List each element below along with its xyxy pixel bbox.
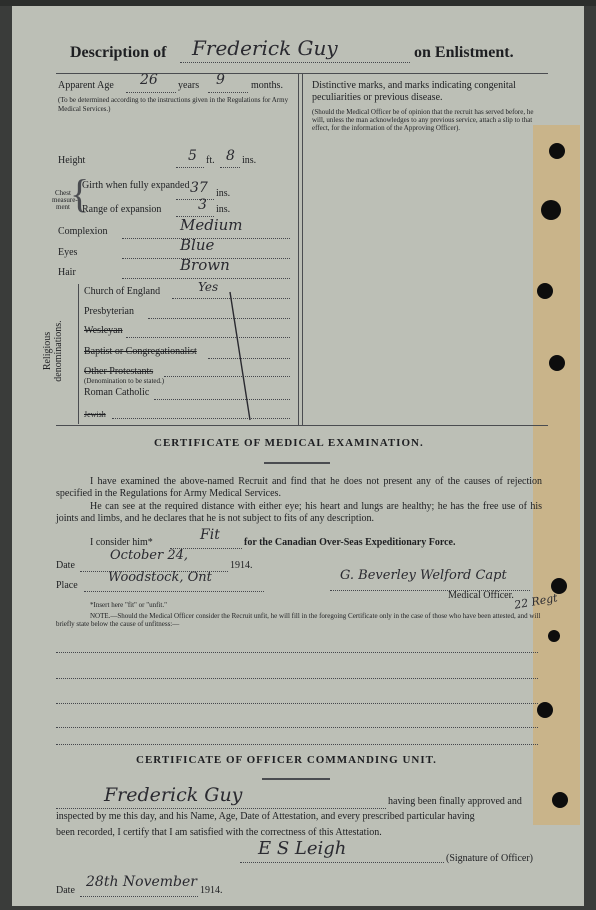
commanding-line2: inspected by me this day, and his Name, Age, Date of Attestation, and every prescribed particular having [56, 811, 475, 822]
commanding-date-value: 28th November [86, 874, 197, 890]
hair-label: Hair [58, 267, 76, 278]
ins-label: ins. [242, 155, 257, 166]
commanding-name-value: Frederick Guy [104, 784, 243, 806]
consider-label: I consider him* [90, 537, 153, 548]
roman-catholic-label: Roman Catholic [84, 387, 150, 398]
header-suffix: on Enlistment. [414, 44, 514, 61]
range-unit: ins. [216, 204, 231, 215]
age-label: Apparent Age [58, 80, 114, 91]
force-label: for the Canadian Over-Seas Expeditionary Force. [244, 537, 456, 548]
unfit-note: NOTE.—Should the Medical Officer consider the Recruit unfit, he will fill in the foregoing Certificate only in the case of those who have been attested, and will briefly state below the cause of unfitness:— [56, 612, 541, 628]
height-ft: 5 [188, 148, 197, 164]
height-in: 8 [226, 148, 235, 164]
range-value: 3 [198, 197, 207, 213]
months-label: months. [251, 80, 283, 91]
girth-value: 37 [190, 180, 208, 196]
other-protestants-note: (Denomination to be stated.) [84, 377, 165, 385]
range-label: Range of expansion [82, 204, 162, 215]
commanding-line1: having been finally approved and [388, 796, 522, 807]
presbyterian-label: Presbyterian [84, 306, 134, 317]
eyes-label: Eyes [58, 247, 78, 258]
unfitness-line [56, 703, 538, 704]
medical-year: 1914. [230, 560, 253, 571]
girth-label: Girth when fully expanded [82, 180, 190, 191]
medical-para2: He can see at the required distance with either eye; his heart and lungs are healthy; he has the free use of his joints and limbs, and he declares that he is not subject to fits of any description. [56, 501, 542, 524]
medical-date-label: Date [56, 560, 75, 571]
eyes-value: Blue [180, 236, 215, 254]
unfitness-line [56, 744, 538, 745]
age-years: 26 [140, 72, 158, 88]
commanding-signature-value: E S Leigh [258, 838, 347, 859]
marks-note: (Should the Medical Officer be of opinion that the recruit has served before, he will, unless the man acknowledges to any previous service, attach a slip to that effect, for the information of the Approving Officer). [312, 108, 534, 132]
age-note: (To be determined according to the instructions given in the Regulations for Army Medical Services.) [58, 96, 289, 113]
baptist-label: Baptist or Congregationalist [84, 346, 197, 357]
girth-unit: ins. [216, 188, 231, 199]
medical-officer-label: Medical Officer. [448, 590, 514, 601]
consider-value: Fit [200, 527, 220, 543]
complexion-label: Complexion [58, 226, 108, 237]
age-months: 9 [216, 72, 225, 88]
unfitness-line [56, 652, 538, 653]
church-england-label: Church of England [84, 286, 161, 297]
hair-value: Brown [180, 256, 230, 274]
chest-bracket: { [70, 171, 90, 216]
chest-label: Chest measure-ment [52, 189, 78, 211]
medical-para1: I have examined the above-named Recruit and find that he does not present any of the causes of rejection specified in the Regulations for Army Medical Services. [56, 476, 542, 499]
medical-date-value: October 24, [110, 548, 189, 563]
insert-note: *Insert here "fit" or "unfit." [90, 601, 167, 609]
medical-place-label: Place [56, 580, 78, 591]
commanding-line3: been recorded, I certify that I am satisfied with the correctness of this Attestation. [56, 827, 382, 838]
religion-side-label: Religious denominations. [42, 320, 64, 382]
years-label: years [178, 80, 200, 91]
medical-title: CERTIFICATE OF MEDICAL EXAMINATION. [154, 437, 424, 449]
unfitness-line [56, 678, 538, 679]
commanding-date-label: Date [56, 885, 75, 896]
marks-title: Distinctive marks, and marks indicating congenital peculiarities or previous disease. [312, 80, 516, 103]
other-protestants-label: Other Protestants [84, 366, 154, 377]
wesleyan-label: Wesleyan [84, 325, 123, 336]
header-prefix: Description of [70, 44, 167, 61]
height-label: Height [58, 155, 86, 166]
ft-label: ft. [206, 155, 215, 166]
commanding-title: CERTIFICATE OF OFFICER COMMANDING UNIT. [136, 754, 437, 766]
medical-regiment: 22 Regt [513, 591, 559, 612]
complexion-value: Medium [180, 216, 243, 234]
recruit-name: Frederick Guy [192, 36, 338, 60]
jewish-label: Jewish [84, 410, 106, 419]
commanding-signature-label: (Signature of Officer) [446, 853, 534, 864]
unfitness-line [56, 727, 538, 728]
medical-place-value: Woodstock, Ont [108, 570, 212, 585]
medical-officer-signature: G. Beverley Welford Capt [340, 568, 507, 583]
church-england-value: Yes [198, 280, 219, 294]
commanding-year: 1914. [200, 885, 223, 896]
